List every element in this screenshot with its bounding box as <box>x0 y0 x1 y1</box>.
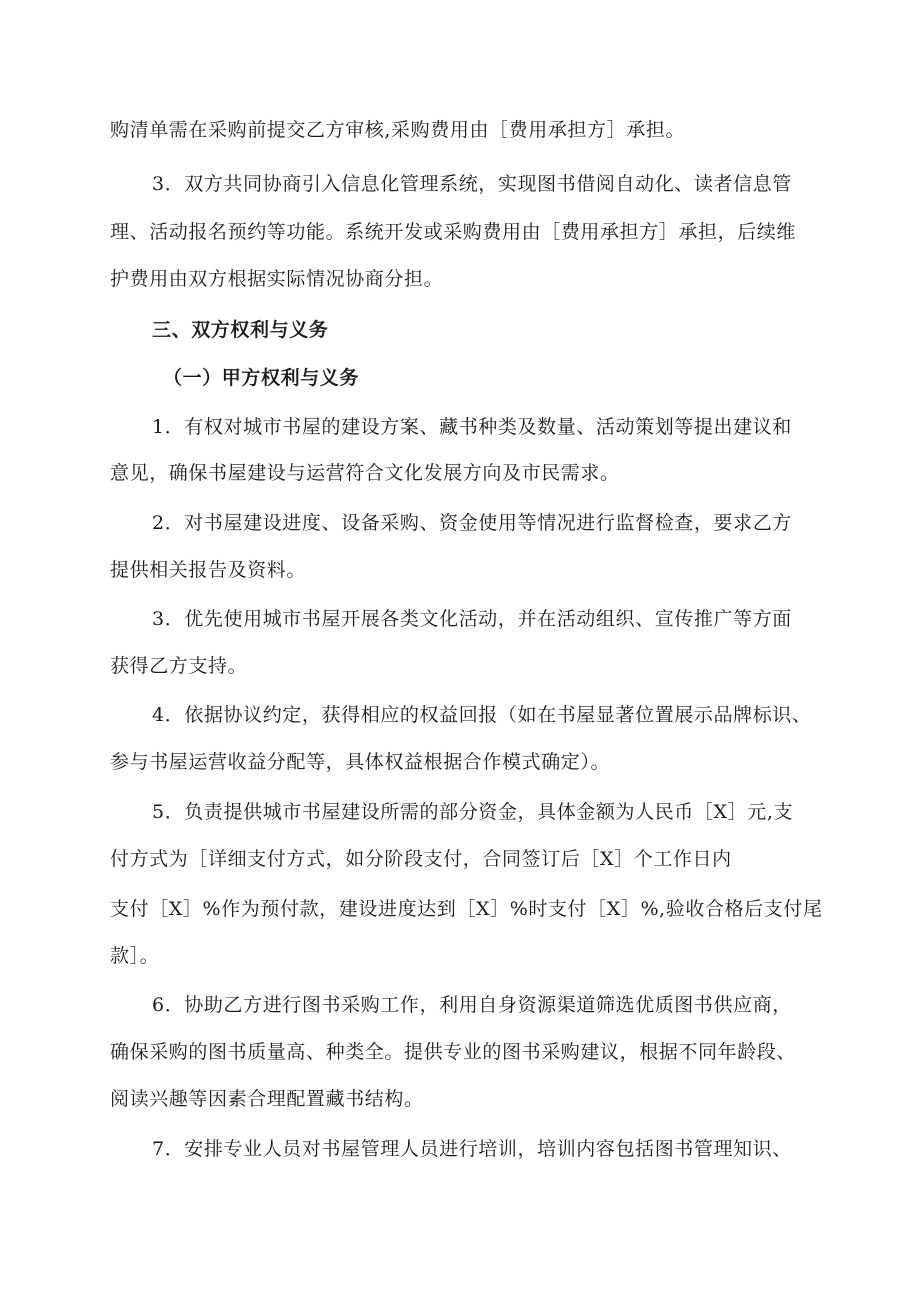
paragraph-line-4: 护费用由双方根据实际情况协商分担。 <box>110 268 444 290</box>
paragraph-line-10: 提供相关报告及资料。 <box>110 559 307 581</box>
paragraph-line-13: 4．依据协议约定，获得相应的权益回报（如在书屋显著位置展示品牌标识、 <box>152 704 812 726</box>
paragraph-line-8: 意见，确保书屋建设与运营符合文化发展方向及市民需求。 <box>110 462 620 484</box>
paragraph-line-15: 5．负责提供城市书屋建设所需的部分资金，具体金额为人民币［X］元,支 <box>152 801 794 823</box>
paragraph-line-12: 获得乙方支持。 <box>110 655 248 677</box>
paragraph-line-22: 7．安排专业人员对书屋管理人员进行培训，培训内容包括图书管理知识、 <box>152 1138 792 1160</box>
section-heading: 三、双方权利与义务 <box>152 319 329 341</box>
paragraph-line-19: 6．协助乙方进行图书采购工作，利用自身资源渠道筛选优质图书供应商， <box>152 994 792 1016</box>
paragraph-line-1: 购清单需在采购前提交乙方审核,采购费用由［费用承担方］承担。 <box>110 119 686 141</box>
paragraph-line-3: 理、活动报名预约等功能。系统开发或采购费用由［费用承担方］承担，后续维 <box>110 221 797 243</box>
paragraph-line-21: 阅读兴趣等因素合理配置藏书结构。 <box>110 1088 424 1110</box>
paragraph-line-2: 3．双方共同协商引入信息化管理系统，实现图书借阅自动化、读者信息管 <box>152 173 792 195</box>
paragraph-line-9: 2．对书屋建设进度、设备采购、资金使用等情况进行监督检查，要求乙方 <box>152 512 792 534</box>
paragraph-line-11: 3．优先使用城市书屋开展各类文化活动，并在活动组织、宣传推广等方面 <box>152 608 792 630</box>
paragraph-line-18: 款］。 <box>110 945 160 967</box>
paragraph-line-7: 1．有权对城市书屋的建设方案、藏书种类及数量、活动策划等提出建议和 <box>152 416 792 438</box>
paragraph-line-16: 付方式为［详细支付方式，如分阶段支付，合同签订后［X］个工作日内 <box>110 848 732 870</box>
subsection-heading: （一）甲方权利与义务 <box>163 367 360 389</box>
paragraph-line-20: 确保采购的图书质量高、种类全。提供专业的图书采购建议，根据不同年龄段、 <box>110 1041 797 1063</box>
paragraph-line-14: 参与书屋运营收益分配等，具体权益根据合作模式确定）。 <box>110 751 611 773</box>
paragraph-line-17: 支付［X］%作为预付款，建设进度达到［X］%时支付［X］%,验收合格后支付尾 <box>110 898 823 920</box>
